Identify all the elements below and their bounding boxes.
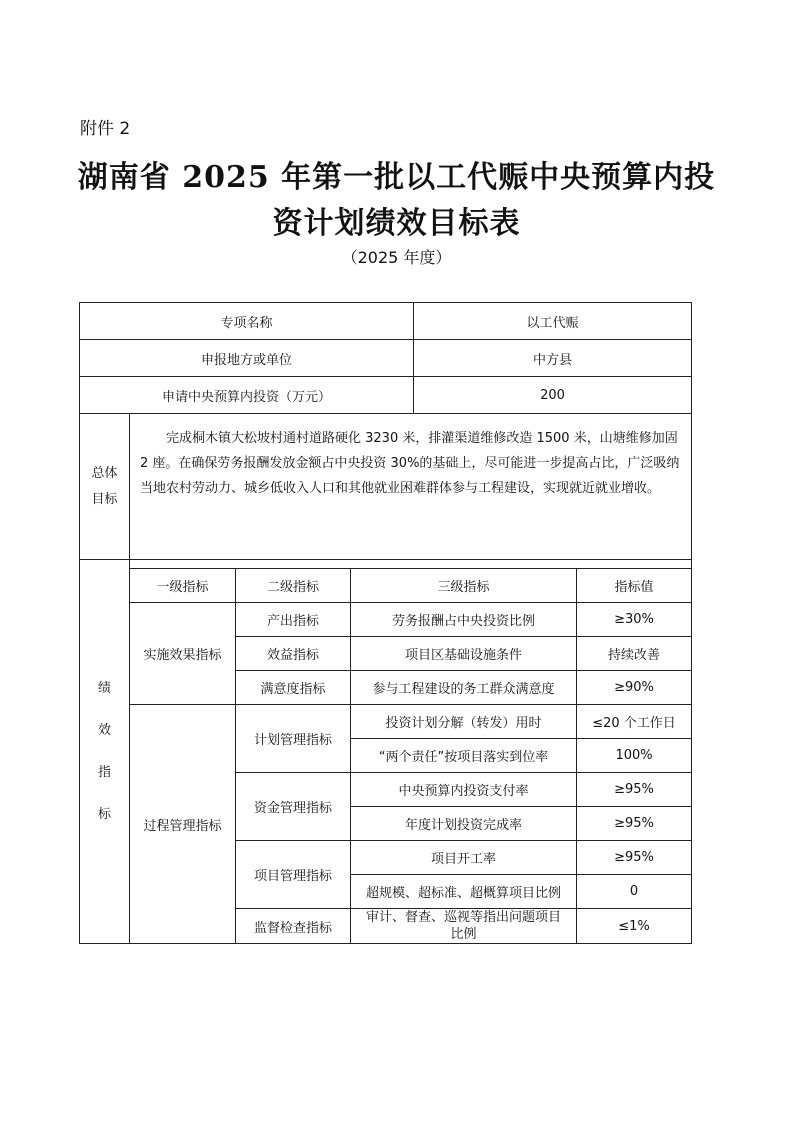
- header-level2: 二级指标: [236, 569, 351, 603]
- indicator-value: ≥30%: [577, 603, 692, 637]
- info-label: 申请中央预算内投资（万元）: [80, 377, 414, 414]
- indicator-value: ≥95%: [577, 773, 692, 807]
- goal-text: 完成桐木镇大松坡村通村道路硬化 3230 米，排灌渠道维修改造 1500 米，山塘维修加固 2 座。在确保劳务报酬发放金额占中央投资 30%的基础上，尽可能进一步提高占比，广泛吸纳当地农村劳动力、城乡低收入人口和其他就业困难群体参与工程建设，实现就近就业增收。: [140, 431, 680, 496]
- info-value: 中方县: [414, 340, 692, 377]
- indicator-name: [351, 909, 577, 944]
- performance-target-table: [79, 302, 692, 944]
- info-value: 以工代赈: [414, 303, 692, 340]
- performance-label-char: 绩: [97, 680, 111, 696]
- header-level1: 一级指标: [130, 569, 236, 603]
- level2-project: 项目管理指标: [236, 841, 351, 909]
- goal-row: [80, 414, 692, 560]
- level1-process: 过程管理指标: [130, 705, 236, 944]
- spacer-row: [80, 560, 692, 569]
- info-label: 专项名称: [80, 303, 414, 340]
- indicator-value: 0: [577, 875, 692, 909]
- level2-output: 产出指标: [236, 603, 351, 637]
- indicator-value: ≥90%: [577, 671, 692, 705]
- indicator-name: 超规模、超标准、超概算项目比例: [351, 875, 577, 909]
- info-row-project: [80, 303, 692, 340]
- level2-supervision: 监督检查指标: [236, 909, 351, 944]
- indicator-value: ≥95%: [577, 807, 692, 841]
- indicator-name-line2: 比例: [450, 927, 477, 942]
- info-row-applicant: [80, 340, 692, 377]
- document-year: （2025 年度）: [341, 248, 452, 267]
- indicator-name: 中央预算内投资支付率: [351, 773, 577, 807]
- level2-plan: 计划管理指标: [236, 705, 351, 773]
- indicator-value: ≤1%: [577, 909, 692, 944]
- level2-funds: 资金管理指标: [236, 773, 351, 841]
- indicator-row: [80, 603, 692, 637]
- indicator-name: 投资计划分解（转发）用时: [351, 705, 577, 739]
- info-value: 200: [414, 377, 692, 414]
- performance-label-char: 指: [97, 764, 111, 780]
- document-title-line1: 湖南省 2025 年第一批以工代赈中央预算内投: [77, 160, 716, 195]
- info-row-investment: [80, 377, 692, 414]
- indicator-value: 持续改善: [577, 637, 692, 671]
- indicator-name: 劳务报酬占中央投资比例: [351, 603, 577, 637]
- document-title-line2: 资计划绩效目标表: [272, 206, 521, 241]
- indicator-value: ≤20 个工作日: [577, 705, 692, 739]
- level1-implementation: 实施效果指标: [130, 603, 236, 705]
- header-level3: 三级指标: [351, 569, 577, 603]
- performance-label: [80, 560, 130, 944]
- indicator-header-row: [80, 569, 692, 603]
- goal-label-bottom: 目标: [91, 491, 118, 507]
- indicator-row: [80, 705, 692, 739]
- attachment-label: 附件 2: [80, 119, 131, 139]
- indicator-name: 年度计划投资完成率: [351, 807, 577, 841]
- goal-label-top: 总体: [91, 465, 118, 481]
- indicator-name: 参与工程建设的务工群众满意度: [351, 671, 577, 705]
- performance-label-char: 效: [97, 722, 111, 738]
- info-label: 申报地方或单位: [80, 340, 414, 377]
- goal-label: [80, 414, 130, 560]
- level2-satisfaction: 满意度指标: [236, 671, 351, 705]
- indicator-value: 100%: [577, 739, 692, 773]
- indicator-name: 项目区基础设施条件: [351, 637, 577, 671]
- indicator-value: ≥95%: [577, 841, 692, 875]
- indicator-name: 项目开工率: [351, 841, 577, 875]
- indicator-name-line1: 审计、督查、巡视等指出问题项目: [366, 910, 562, 925]
- performance-label-char: 标: [97, 806, 111, 822]
- indicator-name: “两个责任”按项目落实到位率: [351, 739, 577, 773]
- header-value: 指标值: [577, 569, 692, 603]
- level2-benefit: 效益指标: [236, 637, 351, 671]
- goal-text-cell: [130, 414, 692, 560]
